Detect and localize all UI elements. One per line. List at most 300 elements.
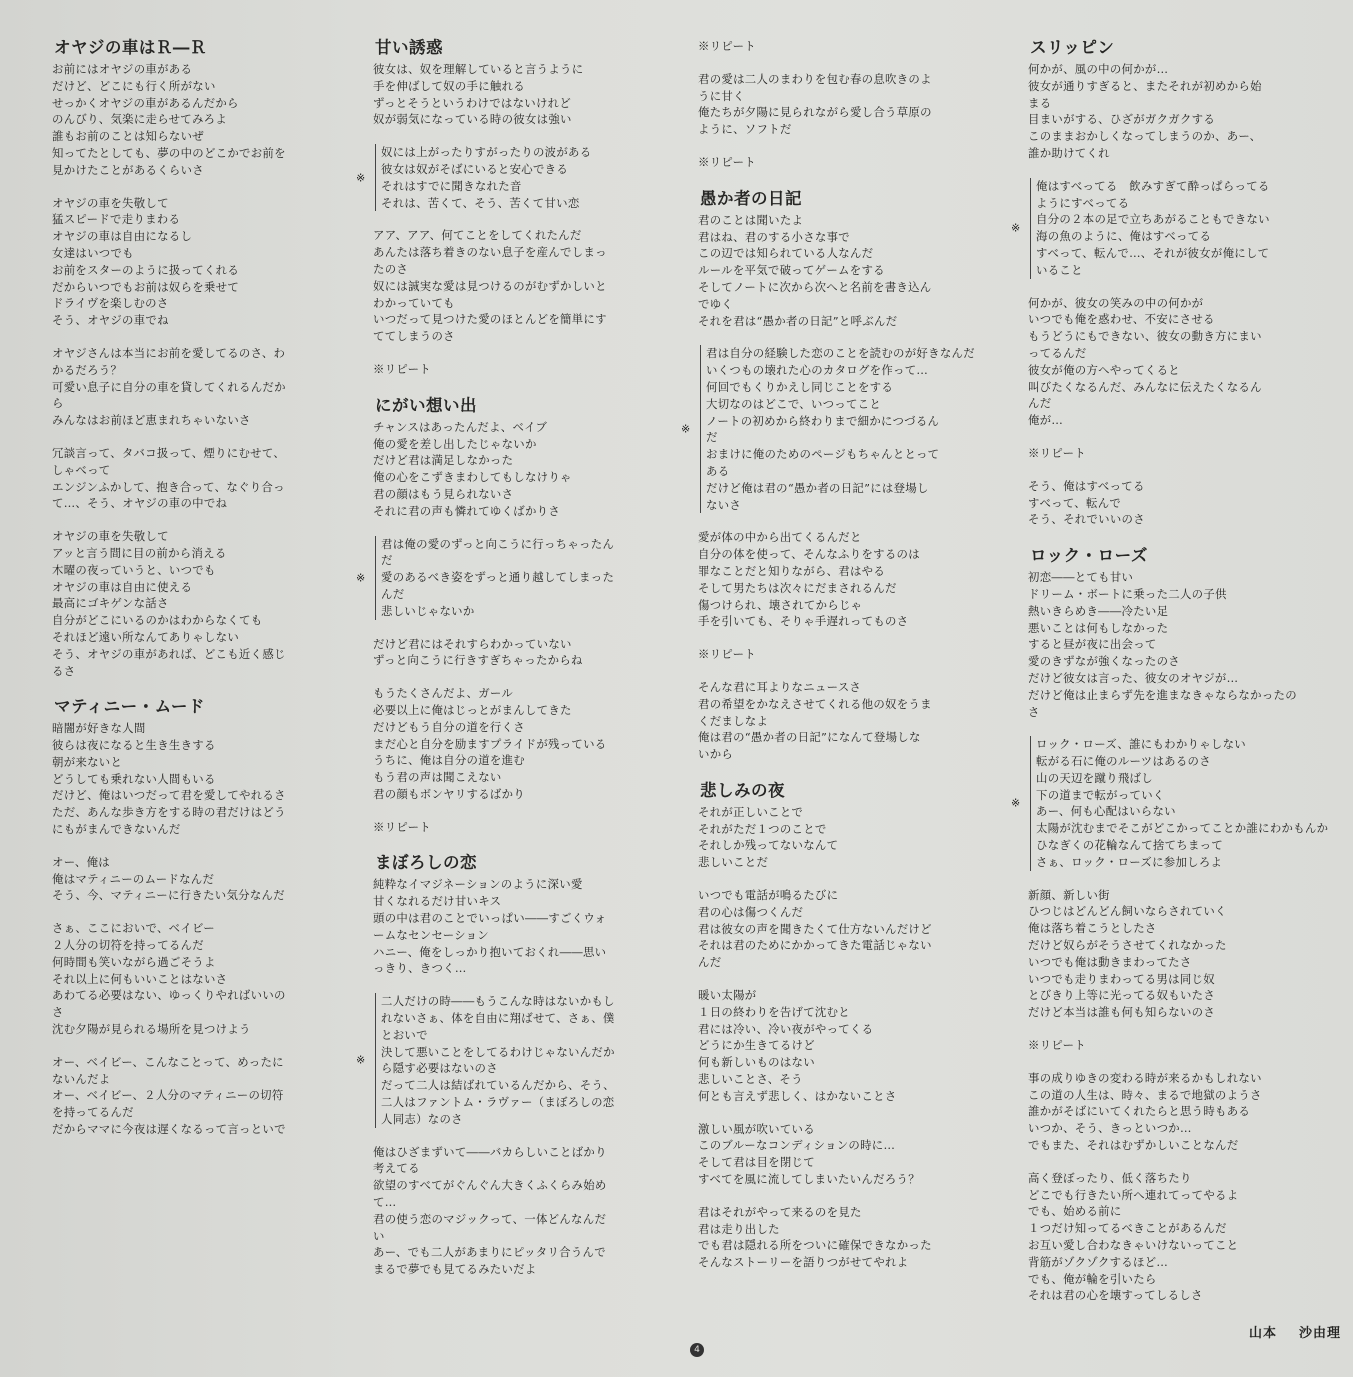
lyric-line: 純粋なイマジネーションのように深い愛 [373,877,583,892]
lyric-line: オヤジの車を失敬して [52,529,169,544]
song-title: スリッピン [1030,38,1115,57]
chorus-stanza [1011,178,1346,279]
lyric-line: るさ [52,663,76,678]
lyric-line: 太陽が沈むまでそこがどこかってことか誰にわかもんか [1036,821,1329,836]
lyric-line: だからいつでもお前は奴らを乗せて [52,279,240,294]
lyric-line: うちに、俺は自分の道を進む [373,753,525,768]
lyric-line: そう、今、マティニーに行きたい気分なんだ [52,888,285,903]
lyric-line: 女達はいつでも [52,245,134,260]
lyric-line: 俺はマティニーのムードなんだ [52,871,215,886]
lyric-line: ノートの初めから終わりまで細かにつづるん [706,413,940,428]
lyric-line: 手を引いても、そりゃ手遅れってものさ [698,614,909,629]
song-block [356,853,673,1278]
lyric-line: せっかくオヤジの車があるんだから [52,95,239,110]
lyric-line: 冗談言って、タバコ扱って、煙りにむせて、 [52,445,286,460]
lyric-line: いつでも電話が鳴るたびに [698,888,839,903]
lyric-line: を持ってるんだ [52,1105,134,1120]
lyric-line: そう、オヤジの車でね [52,313,169,328]
song-title: まぼろしの恋 [375,853,477,873]
lyric-line: だからママに今夜は遅くなるって言っといで [52,1122,286,1137]
song-title: 愚か者の日記 [700,188,802,208]
lyric-line: すべって、転んで…、それが彼女が俺にして [1036,245,1270,260]
lyric-line: だけど俺は君の“愚か者の日記”には登場し [706,480,929,495]
lyric-line: 君の顔もボンヤリするばかり [373,786,525,801]
lyric-line: ように、ソフトだ [698,122,792,137]
lyric-line: 奴には上がったりすがったりの波がある [381,145,592,160]
lyric-line: 朝が来ないと [52,754,123,769]
lyric-line: あわてる必要はない、ゆっくりやればいいの [52,988,286,1003]
lyric-line: あんたは落ち着きのない息子を産んでしまっ [373,245,607,260]
lyrics-column-4 [1011,38,1346,1322]
lyric-line: 愛が体の中から出てくるんだと [698,530,862,545]
lyric-line: 俺の心をこずきまわしてもしなけりゃ [373,470,572,485]
lyric-line: オヤジさんは本当にお前を愛してるのさ、わ [52,345,286,360]
stanza [373,636,673,670]
stanza [1028,887,1346,1021]
lyric-line: あー、何も心配はいらない [1036,804,1176,819]
lyric-line: さぁ、ここにおいで、ベイビー [52,921,215,936]
stanza [698,212,998,330]
lyric-line: だけど本当は誰も何も知らないのさ [1028,1005,1216,1020]
lyric-line: 俺たちが夕陽に見られながら愛し合う草原の [698,105,932,120]
lyric-line: 彼女は、奴を理解していると言うように [373,62,584,76]
lyric-line: わかっていても [373,295,455,310]
lyric-line: 君はそれがやって来るのを見た [698,1204,862,1219]
repeat-marker: ※リピート [1028,445,1086,460]
lyric-line: すべって、転んで [1028,495,1122,510]
lyric-line: ひつじはどんどん飼いならされていく [1028,904,1227,919]
stanza [373,1144,673,1278]
song-title: 甘い誘惑 [375,38,443,57]
lyric-line: っきり、きつく… [373,961,467,976]
lyric-line: そう、オヤジの車があれば、どこも近く感じ [52,646,286,661]
song-title: マティニー・ムード [54,697,205,717]
credit-family-name: 山本 [1248,1326,1277,1341]
lyric-line: 二人だけの時――もうこんな時はないかもし [381,994,615,1009]
credit-given-name: 沙由理 [1298,1326,1341,1341]
lyric-line: どこでも行きたい所へ連れてってやるよ [1028,1187,1239,1202]
lyric-line: それを君は“愚か者の日記”と呼ぶんだ [698,313,898,328]
lyric-line: この道の人生は、時々、まるで地獄のようさ [1028,1087,1262,1102]
lyric-line: 事の成りゆきの変わる時が来るかもしれない [1028,1070,1262,1085]
lyric-line: だけど彼女は言った、彼女のオヤジが… [1028,670,1239,685]
lyric-line: ら [52,396,64,411]
lyric-line: ってるんだ [1028,345,1087,360]
lyric-line: 可愛い息子に自分の車を貸してくれるんだか [52,379,286,394]
lyric-line: 自分がどこにいるのかはわからなくても [52,613,263,628]
chorus-stanza [356,536,673,620]
lyric-line: ずっと向こうに行きすぎちゃったからね [373,653,583,668]
repeat-marker: ※リピート [373,819,431,834]
lyric-line: ドリーム・ボートに乗った二人の子供 [1028,586,1227,601]
lyric-line: 悪いことは何もしなかった [1028,620,1169,635]
repeat-marker: ※リピート [698,154,756,169]
lyric-line: だけど奴らがそうさせてくれなかった [1028,938,1227,953]
lyric-line: 決して悪いことをしてるわけじゃないんだか [381,1044,615,1059]
lyric-line: 君は自分の経験した恋のことを読むのが好きなんだ [706,346,975,361]
lyric-line: それしか残ってないなんて [698,838,839,853]
chorus-stanza [356,993,673,1127]
stanza [373,227,673,345]
song-title: 悲しみの夜 [700,780,785,800]
lyric-line: いくつもの壊れた心のカタログを作って… [706,363,929,378]
lyric-line: ハニー、俺をしっかり抱いておくれ――思い [373,944,607,959]
stanza [52,854,352,904]
lyric-line: だって二人は結ばれているんだから、そう、 [381,1078,615,1093]
lyric-line: 激しい風が吹いている [698,1121,815,1136]
lyric-line: でもまた、それはむずかしいことなんだ [1028,1138,1239,1153]
lyric-line: すべてを風に流してしまいたいんだろう？ [698,1172,920,1187]
song-title: オヤジの車はＲ―Ｒ [54,38,207,57]
lyric-line: 俺の愛を差し出したじゃないか [373,436,537,451]
page-number: 4 [690,1343,704,1357]
lyric-line: 下の道まで転がっていく [1036,787,1165,802]
lyric-line: たのさ [373,261,409,276]
lyric-line: ームなセンセーション [373,927,489,942]
lyric-line: さ [52,1005,64,1020]
lyric-line: それに君の声も憐れてゆくばかりさ [373,503,561,518]
lyric-line: 目まいがする、ひざがガクガクする [1028,112,1216,127]
lyrics-column-3 [681,38,998,1289]
lyric-line: 暗闇が好きな人間 [52,721,146,736]
lyric-line: でゆく [698,296,734,311]
lyric-line: 二人はファントム・ラヴァー（まぼろしの恋 [381,1095,615,1110]
stanza [1028,478,1346,528]
lyric-line: 考えてる [373,1161,420,1176]
lyric-line: 俺は君の“愚か者の日記”になんて登場しな [698,730,921,745]
stanza [698,987,998,1105]
lyric-line: 君の使う恋のマジックって、一体どんなんだ [373,1211,607,1226]
lyric-line: 背筋がゾクゾクするほど… [1028,1254,1169,1269]
song-block [52,697,352,1138]
lyric-line: 彼女が通りすぎると、またそれが初めから始 [1028,78,1262,93]
stanza [52,345,352,429]
song-block [681,188,998,763]
lyric-line: 高く登ぼったり、低く落ちたり [1028,1170,1192,1185]
lyrics-column-2 [356,38,673,1296]
lyric-line: 大切なのはどこで、いつってこと [706,396,882,411]
lyric-line: 何かが、彼女の笑みの中の何かが [1028,295,1204,310]
stanza [52,61,352,179]
song-block [356,38,673,378]
lyric-line: チャンスはあったんだよ、ベイブ [373,419,548,434]
lyric-line: 奴には誠実な愛は見つけるのがむずかしいと [373,278,607,293]
repeat-marker: ※リピート [373,361,431,376]
lyric-line: 誰もお前のことは知らないぜ [52,129,204,144]
stanza [373,61,673,128]
lyric-line: ドライヴを楽しむのさ [52,296,169,311]
lyric-line: ないんだよ [52,1071,111,1086]
lyric-line: だ [706,430,718,445]
repeat-marker: ※リピート [1028,1038,1086,1053]
song-block [1011,38,1346,528]
lyric-line: ててしまうのさ [373,329,455,344]
lyric-line: だけどもう自分の道を行くさ [373,719,525,734]
lyric-line: 彼らは夜になると生き生きする [52,738,216,753]
chorus-stanza [356,144,673,211]
lyric-line: 愛のきずなが強くなったのさ [1028,654,1180,669]
lyric-line: だけど君は満足しなかった [373,453,514,468]
lyric-line: さ [1028,704,1040,719]
lyric-line: そう、俺はすべってる [1028,478,1145,493]
lyric-line: それが正しいことで [698,804,804,819]
lyric-line: エンジンふかして、抱き合って、なぐり合っ [52,479,285,494]
lyric-line: まるで夢でも見てるみたいだよ [373,1262,537,1277]
lyric-line: ら隠す必要はないのさ [381,1061,498,1076]
lyric-line: んだ [698,955,722,970]
lyric-line: そんな君に耳よりなニュースさ [698,679,862,694]
lyric-line: て… [373,1195,397,1210]
lyric-line: うに甘く [698,88,745,103]
lyric-line: でも、俺が輪を引いたら [1028,1271,1157,1286]
lyric-line: 何も新しいものはない [698,1055,815,1070]
lyric-line: 彼女が俺の方へやってくると [1028,362,1180,377]
stanza [698,1204,998,1271]
song-block [52,38,352,679]
chorus-stanza [1011,736,1346,870]
lyric-line: 傷つけられ、壊されてからじゃ [698,597,863,612]
lyric-line: ただ、あんな歩き方をする時の君だけはどう [52,805,286,820]
lyric-line: 何かが、風の中の何かが… [1028,62,1169,76]
lyric-line: いつでも走りまわってる男は同じ奴 [1028,971,1215,986]
translator-credit [1249,1322,1341,1341]
lyric-line: そして君は目を閉じて [698,1155,815,1170]
lyric-line: それは、苦くて、そう、苦くて甘い恋 [381,195,580,210]
stanza [52,445,352,512]
lyric-line: 君はね、君のする小さな事で [698,229,850,244]
lyric-line: とおいで [381,1027,428,1042]
lyric-line: それはすでに聞きなれた音 [381,178,522,193]
lyric-line: みんなはお前ほど恵まれちゃいないさ [52,413,251,428]
chorus-mark: ※ [356,171,366,185]
lyric-line: 最高にゴキゲンな話さ [52,596,169,611]
lyric-line: 新顔、新しい街 [1028,887,1110,902]
stanza [52,920,352,1038]
lyric-line: いつだって見つけた愛のほとんどを簡単にす [373,312,607,327]
lyric-line: 愛のあるべき姿をずっと通り越してしまった [381,570,615,585]
stanza [698,804,998,871]
lyric-line: れないさぁ、体を自由に翔ばせて、さぁ、僕 [381,1011,615,1026]
song-block [356,395,673,836]
lyric-line: １日の終わりを告げて沈むと [698,1004,850,1019]
lyric-line: んだ [381,586,405,601]
stanza [1028,569,1346,720]
lyric-line: 手を伸ばして奴の手に触れる [373,78,525,93]
stanza [52,528,352,679]
lyric-line: ２人分の切符を持ってるんだ [52,938,204,953]
chorus-mark: ※ [356,571,366,585]
lyric-line: 彼女は奴がそばにいると安心できる [381,161,569,176]
stanza [1028,295,1346,429]
song-block [698,781,998,1271]
lyric-line: 海の魚のように、俺はすべってる [1036,229,1212,244]
stanza [698,1121,998,1188]
lyric-line: しゃべって [52,462,111,477]
repeat-marker: ※リピート [698,39,756,53]
lyric-line: そんなストーリーを語りつがせてやれよ [698,1255,909,1270]
lyric-line: 悲しいじゃないか [381,603,475,618]
lyric-line: あー、でも二人があまりにピッタリ合うんで [373,1245,606,1260]
lyric-line: とびきり上等に光ってる奴もいたさ [1028,988,1216,1003]
chorus-mark: ※ [356,1053,366,1067]
song-block [1011,546,1346,1304]
lyric-line: 君の希望をかなえさせてくれる他の奴をうま [698,696,932,711]
lyric-line: 猛スピードで走りまわる [52,212,181,227]
lyric-line: ロック・ローズ、誰にもわかりゃしない [1036,737,1246,752]
lyric-line: 自分の体を使って、そんなふりをするのは [698,547,920,562]
lyric-line: 誰かがそばにいてくれたらと思う時もある [1028,1104,1251,1119]
lyric-line: ある [706,463,730,478]
lyric-line: ひなぎくの花輪なんて捨てちまって [1036,838,1224,853]
lyric-line: んだ [1028,396,1052,411]
lyric-line: でも君は隠れる所をついに確保できなかった [698,1238,932,1253]
lyric-line: オー、ベイビー、こんなことって、めったに [52,1054,284,1069]
stanza [698,71,998,138]
song-title: にがい想い出 [375,395,477,415]
lyric-line: それは君の心を壊すってしるしさ [1028,1288,1203,1303]
lyric-line: て…、そう、オヤジの車の中でね [52,496,228,511]
chorus-stanza [681,345,998,513]
lyric-line: どうしても乗れない人間もいる [52,771,216,786]
lyric-line: もうどうにもできない、彼女の動き方にまい [1028,329,1262,344]
lyric-line: いから [698,747,734,762]
stanza [373,419,673,520]
lyric-line: 君の心は傷つくんだ [698,904,804,919]
lyric-line: そしてノートに次から次へと名前を書き込ん [698,279,932,294]
lyric-line: ルールを平気で破ってゲームをする [698,263,885,278]
lyric-line: このブルーなコンディションの時に… [698,1138,896,1153]
lyric-line: 君は俺の愛のずっと向こうに行っちゃったん [381,536,615,551]
chorus-mark: ※ [1011,221,1021,235]
lyric-line: 叫びたくなるんだ、みんなに伝えたくなるん [1028,379,1262,394]
lyric-line: おまけに俺のためのページもちゃんととって [706,447,940,462]
stanza [373,685,673,803]
lyric-line: 俺はすべってる 飲みすぎて酔っぱらってる [1036,178,1270,193]
song-block [698,38,998,171]
lyric-line: まだ心と自分を励ますプライドが残っている [373,736,607,751]
lyric-line: 悲しいことだ [698,855,769,870]
lyric-line: このままおかしくなってしまうのか、あー、 [1028,129,1262,144]
lyric-line: 俺はひざまずいて――バカらしいことばかり [373,1144,607,1159]
chorus-mark: ※ [1011,796,1021,810]
lyric-line: 君は彼女の声を聞きたくて仕方ないんだけど [698,921,932,936]
lyric-line: いつでも俺は動きまわってたさ [1028,954,1192,969]
lyric-line: オー、ベイビー、２人分のマティニーの切符 [52,1088,284,1103]
lyric-line: のんびり、気楽に走らせてみろよ [52,112,228,127]
stanza [52,720,352,838]
lyric-line: だけど俺は止まらず先を進まなきゃならなかったの [1028,687,1297,702]
lyric-line: でも、始める前に [1028,1204,1122,1219]
lyric-line: まる [1028,95,1052,110]
lyric-line: お前をスターのように扱ってくれる [52,262,240,277]
lyric-line: 自分の２本の足で立ちあがることもできない [1036,212,1270,227]
lyric-line: 沈む夕陽が見られる場所を見つけよう [52,1022,251,1037]
lyric-line: ようにすべってる [1036,195,1130,210]
stanza [1028,61,1346,162]
lyric-line: 初恋――とても甘い [1028,570,1134,585]
song-title: ロック・ローズ [1030,546,1148,566]
stanza [1028,1070,1346,1154]
lyrics-column-1 [52,38,352,1156]
lyric-line: 木曜の夜っていうと、いつでも [52,562,216,577]
chorus-mark: ※ [681,422,691,436]
lyric-line: オヤジの車は自由に使える [52,579,193,594]
lyric-line: どうにか生きてるけど [698,1038,815,1053]
lyric-line: 何時間も笑いながら過ごそうよ [52,954,216,969]
lyric-line: オヤジの車を失敬して [52,195,169,210]
lyric-line: それほど遠い所なんてありゃしない [52,629,240,644]
lyric-line: 欲望のすべてがぐんぐん大きくふくらみ始め [373,1178,607,1193]
lyric-line: 君の顔はもう見られないさ [373,486,514,501]
lyric-line: 悲しいことさ、そう [698,1072,803,1087]
stanza [698,887,998,971]
lyric-line: 君は走り出した [698,1221,780,1236]
lyric-line: 頭の中は君のことでいっぱい――すごくウォ [373,911,607,926]
lyric-line: さぁ、ロック・ローズに参加しろよ [1036,854,1223,869]
lyric-line: この辺では知られている人なんだ [698,246,874,261]
lyric-line: だけど、俺はいつだって君を愛してやれるさ [52,788,286,803]
lyric-line: お互い愛し合わなきゃいけないってこと [1028,1238,1239,1253]
stanza [52,195,352,329]
lyric-line: 山の天辺を蹴り飛ばし [1036,770,1153,785]
lyric-line: 甘くなれるだけ甘いキス [373,894,502,909]
repeat-marker: ※リピート [698,647,756,662]
lyric-line: そして男たちは次々にだまされるんだ [698,580,897,595]
stanza [373,876,673,977]
lyric-line: 人同志）なのさ [381,1111,463,1126]
lyric-line: すると昼が夜に出会って [1028,637,1157,652]
lyric-line: かるだろう？ [52,362,123,377]
lyric-line: いつか、そう、きっといつか… [1028,1121,1192,1136]
lyric-line: オヤジの車は自由になるし [52,229,193,244]
lyric-line: それ以上に何もいいことはないさ [52,971,228,986]
lyric-line: ずっとそうというわけではないけれど [373,95,572,110]
lyric-line: にもがまんできないんだ [52,822,181,837]
lyric-line: アア、アア、何てことをしてくれたんだ [373,228,582,243]
lyric-line: いること [1036,262,1083,277]
lyric-line: 転がる石に俺のルーツはあるのさ [1036,754,1211,769]
lyric-line: 見かけたことがあるくらいさ [52,162,204,177]
lyric-line: 何回でもくりかえし同じことをする [706,379,894,394]
stanza [698,679,998,763]
lyric-line: そう、それでいいのさ [1028,512,1145,527]
lyric-line: いつでも俺を惑わせ、不安にさせる [1028,312,1215,327]
lyric-line: お前にはオヤジの車がある [52,62,193,76]
lyric-line: だけど、どこにも行く所がない [52,78,216,93]
lyric-line: だけど君にはそれすらわかっていない [373,636,572,651]
stanza [698,529,998,630]
lyric-line: アッと言う間に目の前から消える [52,545,227,560]
lyric-line: 君には冷い、冷い夜がやってくる [698,1021,874,1036]
stanza [1028,1170,1346,1304]
lyric-line: くだましなよ [698,713,769,728]
lyric-line: 俺は落ち着こうとしたさ [1028,921,1157,936]
lyric-line: 罪なことだと知りながら、君はやる [698,563,886,578]
lyric-line: い [373,1228,385,1243]
lyric-line: 君のことは聞いたよ [698,212,804,227]
lyric-line: 奴が弱気になっている時の彼女は強い [373,112,572,127]
lyric-line: 暖い太陽が [698,988,757,1003]
lyric-line: 君の愛は二人のまわりを包む春の息吹きのよ [698,71,932,86]
lyric-line: もう君の声は聞こえない [373,770,502,785]
stanza [52,1054,352,1138]
lyric-line: それがただ１つのことで [698,821,827,836]
lyric-line: ないさ [706,497,742,512]
lyric-line: １つだけ知ってるべきことがあるんだ [1028,1221,1227,1236]
lyric-line: 何とも言えず悲しく、はかないことさ [698,1088,897,1103]
lyric-line: 熱いきらめき――冷たい足 [1028,603,1169,618]
lyric-line: 俺が… [1028,413,1064,428]
